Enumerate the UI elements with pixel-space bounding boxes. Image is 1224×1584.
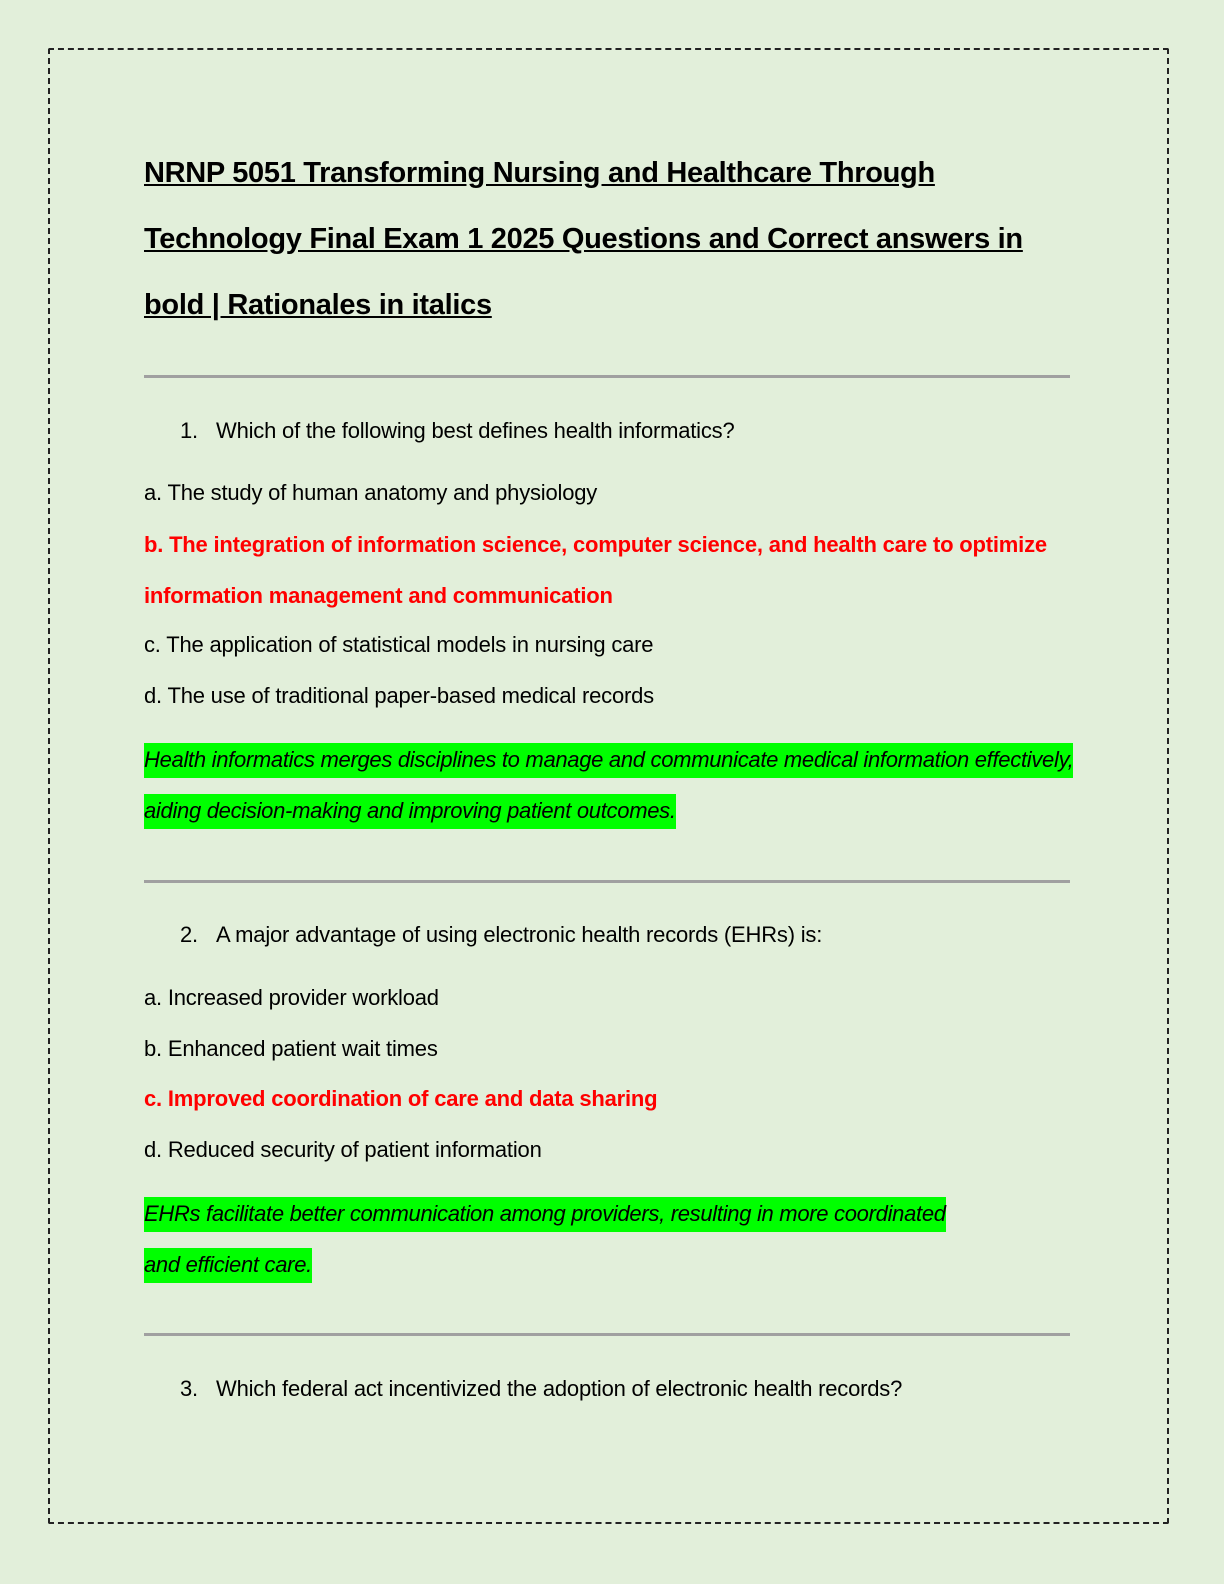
rationale-text: EHRs facilitate better communication among providers, resulting in more coordinated and efficient care. xyxy=(144,1197,946,1283)
question-number: 1. xyxy=(180,418,198,443)
option-1d: d. The use of traditional paper-based medical records xyxy=(144,683,654,708)
question-text: A major advantage of using electronic health records (EHRs) is: xyxy=(216,922,823,947)
question-1 xyxy=(180,418,735,444)
question-text: Which of the following best defines health informatics? xyxy=(216,418,735,443)
divider xyxy=(144,375,1070,378)
document-title: NRNP 5051 Transforming Nursing and Healthcare Through Technology Final Exam 1 2025 Questions and Correct answers in bold | Rationales in italics xyxy=(144,157,1023,321)
option-1b-correct: b. The integration of information science, computer science, and health care to optimize information management and communication xyxy=(144,532,1047,608)
question-text: Which federal act incentivized the adoption of electronic health records? xyxy=(216,1376,903,1401)
question-3 xyxy=(180,1376,902,1402)
question-2 xyxy=(180,922,822,948)
rationale-1 xyxy=(144,734,1084,836)
option-2a: a. Increased provider workload xyxy=(144,985,439,1010)
rationale-2 xyxy=(144,1188,974,1290)
divider xyxy=(144,880,1070,883)
option-1a: a. The study of human anatomy and physiology xyxy=(144,480,598,505)
option-2d: d. Reduced security of patient information xyxy=(144,1137,542,1162)
divider xyxy=(144,1333,1070,1336)
question-number: 3. xyxy=(180,1376,198,1401)
rationale-text: Health informatics merges disciplines to manage and communicate medical information effectively, aiding decision-making and improving patient outcomes. xyxy=(144,743,1073,829)
option-2c-correct: c. Improved coordination of care and data sharing xyxy=(144,1086,658,1111)
option-1c: c. The application of statistical models in nursing care xyxy=(144,632,654,657)
question-number: 2. xyxy=(180,922,198,947)
option-2b: b. Enhanced patient wait times xyxy=(144,1036,438,1061)
